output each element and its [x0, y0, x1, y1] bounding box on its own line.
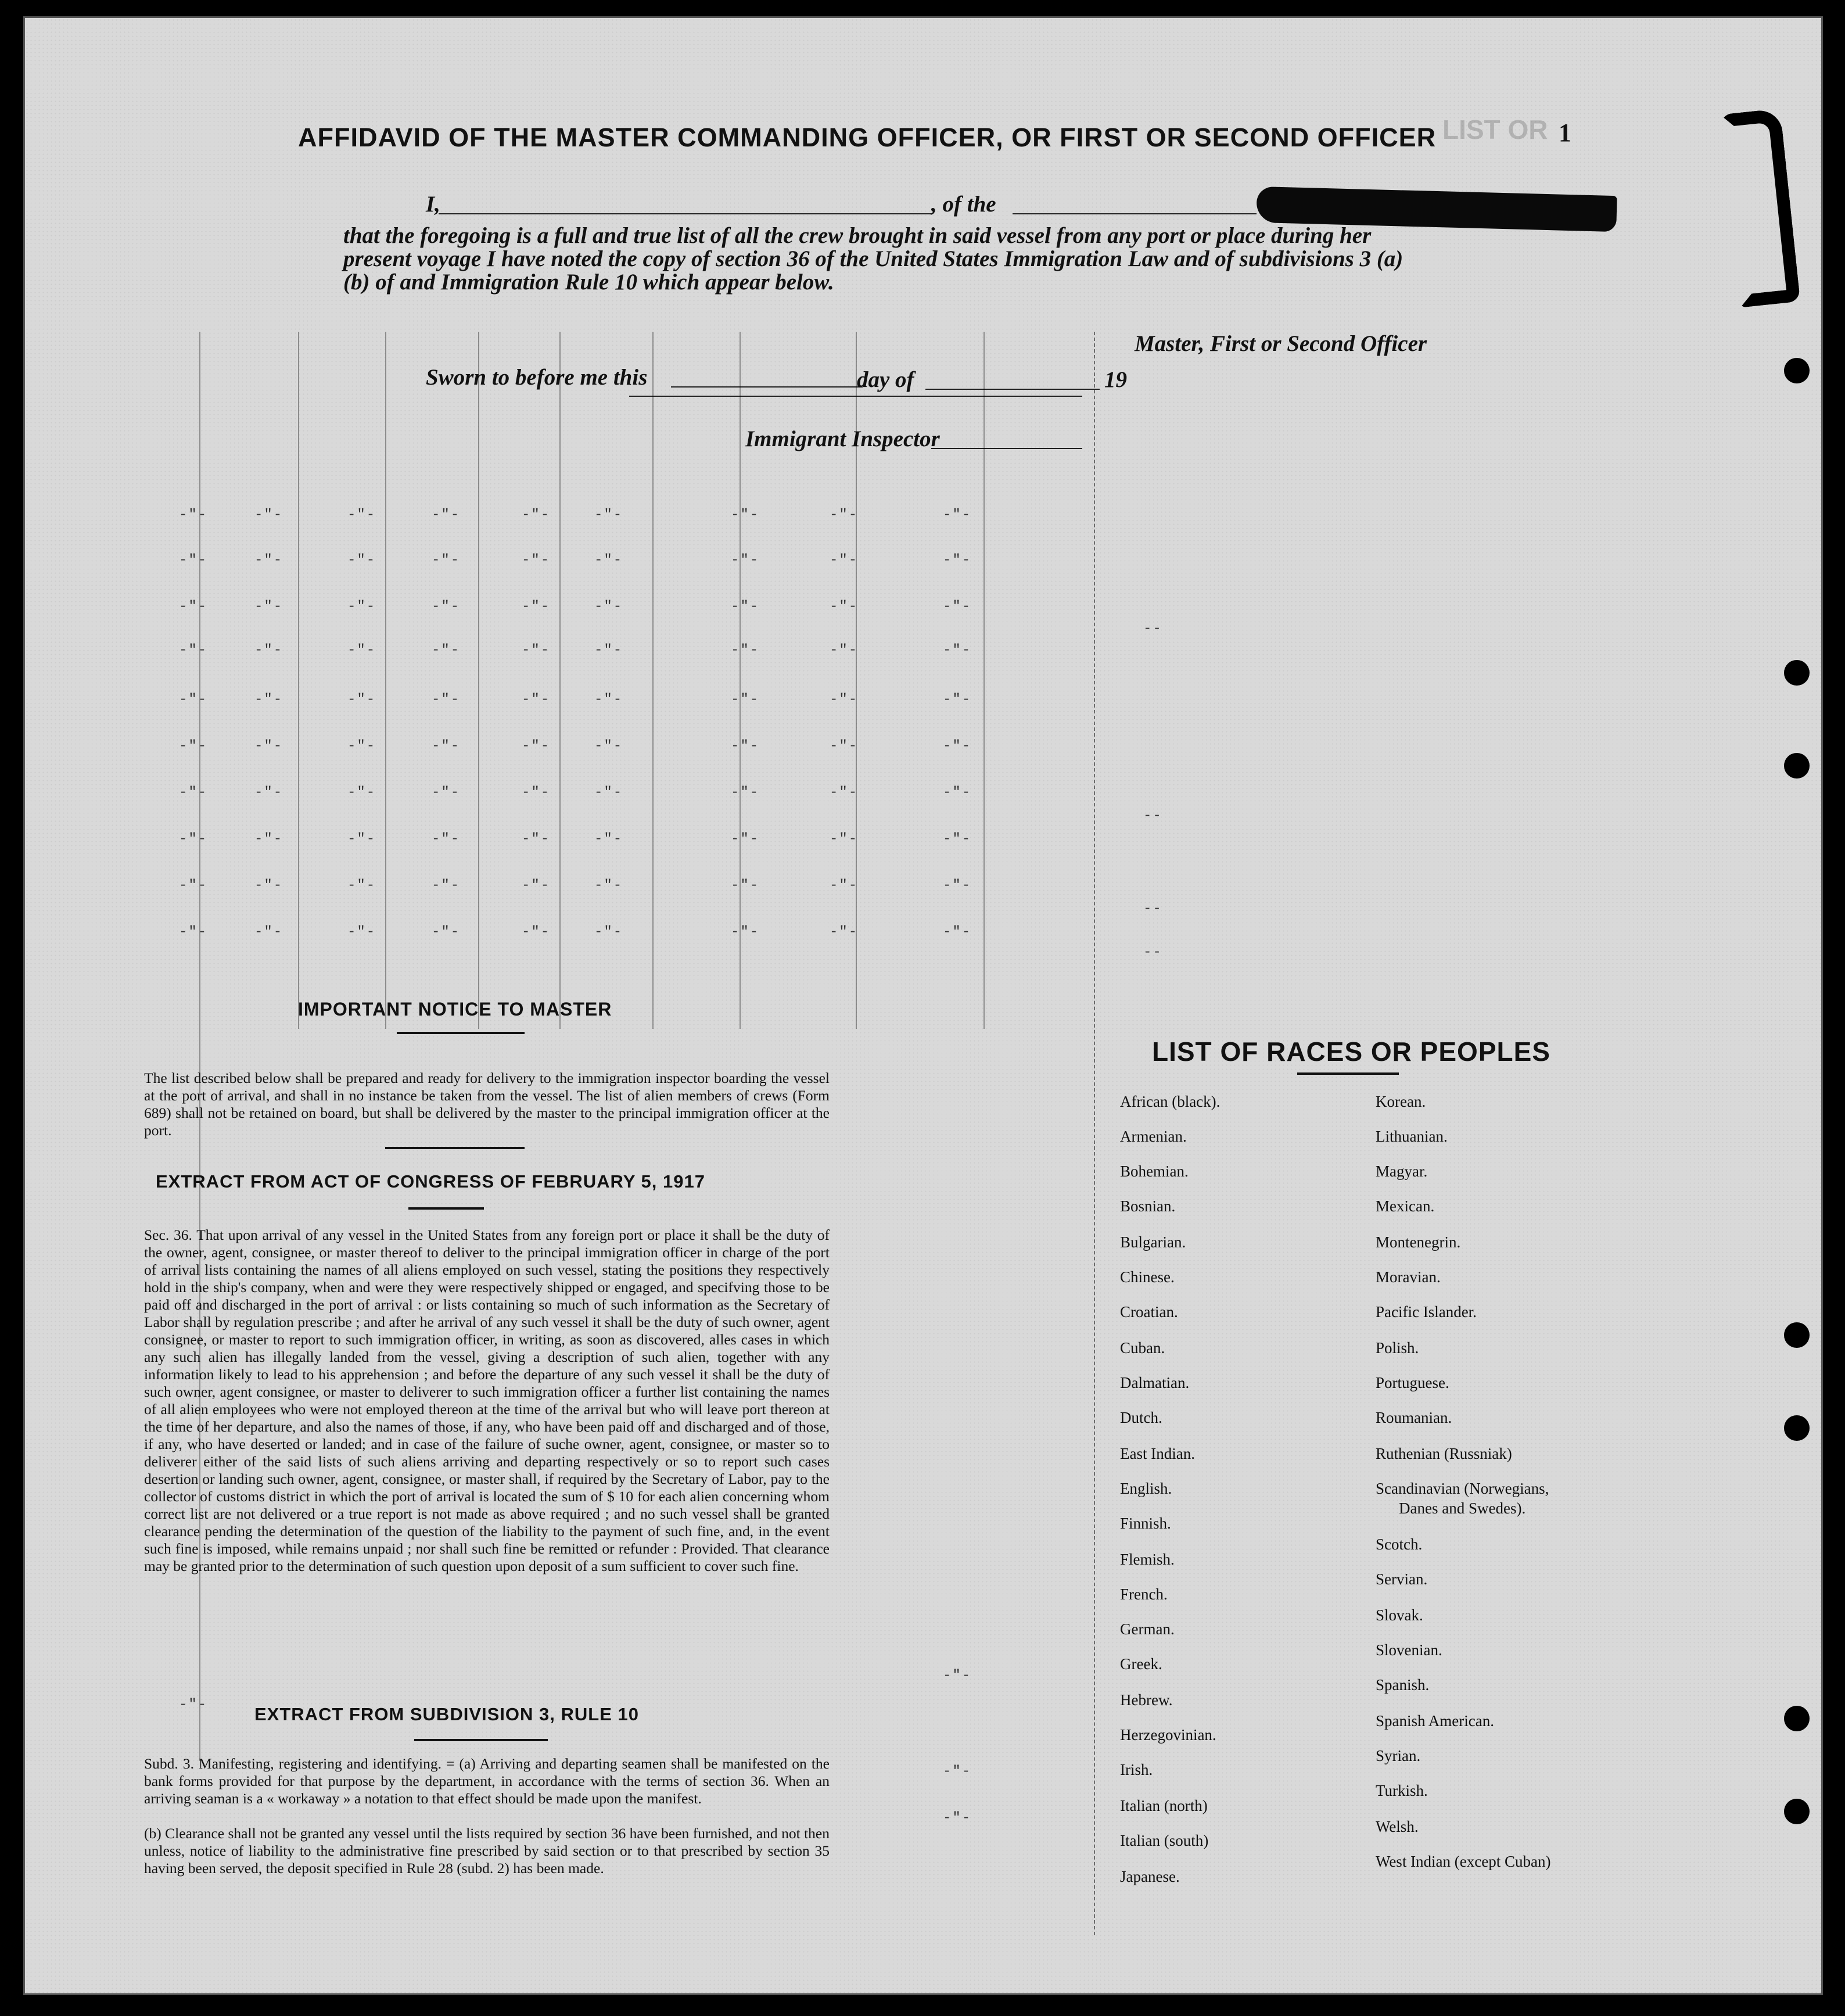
ditto-mark: -"- — [943, 553, 972, 568]
ditto-mark: -"- — [594, 692, 623, 708]
column-line — [559, 332, 561, 1029]
page-number: 1 — [1559, 119, 1571, 147]
ditto-mark: -"- — [731, 599, 760, 615]
race-item: English. — [1120, 1480, 1172, 1497]
ditto-mark: -"- — [522, 924, 551, 940]
ditto-mark: -"- — [830, 878, 859, 894]
ditto-mark: -"- — [432, 643, 461, 658]
ditto-mark: -"- — [594, 643, 623, 658]
ditto-mark: -"- — [254, 924, 283, 940]
ditto-mark: -"- — [830, 507, 859, 523]
ditto-mark: -"- — [594, 924, 623, 940]
ditto-mark: -"- — [254, 599, 283, 615]
ditto-mark: -"- — [522, 692, 551, 708]
ditto-mark: -"- — [731, 643, 760, 658]
column-line — [652, 332, 654, 1029]
ditto-mark: -"- — [347, 553, 376, 568]
dash-mark: -- — [1143, 901, 1162, 917]
ditto-mark: -"- — [731, 831, 760, 847]
race-item: Bosnian. — [1120, 1197, 1176, 1215]
race-item: West Indian (except Cuban) — [1376, 1853, 1551, 1870]
race-item: Slovak. — [1376, 1606, 1423, 1624]
ditto-mark: -"- — [731, 738, 760, 754]
ditto-mark: -"- — [432, 599, 461, 615]
dash-mark: -- — [1143, 945, 1162, 960]
ditto-mark: -"- — [830, 553, 859, 568]
vessel-blank — [1013, 213, 1257, 214]
affidavit-line-1: that the foregoing is a full and true list of all the crew brought in said vessel from any port or place during her — [343, 223, 1372, 248]
race-item: Finnish. — [1120, 1515, 1171, 1532]
rule-heading: EXTRACT FROM SUBDIVISION 3, RULE 10 — [254, 1704, 639, 1724]
affidavit-title: AFFIDAVID OF THE MASTER COMMANDING OFFICER, OR FIRST OR SECOND OFFICER — [298, 123, 1437, 152]
ditto-mark: -"- — [522, 831, 551, 847]
ditto-mark: -"- — [943, 507, 972, 523]
ditto-mark: -"- — [522, 878, 551, 894]
rule-rule — [414, 1739, 548, 1741]
ditto-mark: -"- — [594, 599, 623, 615]
ditto-mark: -"- — [254, 738, 283, 754]
race-item: Mexican. — [1376, 1197, 1435, 1215]
races-rule — [1297, 1072, 1399, 1075]
day-of-label: day of — [857, 367, 914, 392]
ditto-mark: -"- — [731, 692, 760, 708]
ditto-mark: -"- — [522, 507, 551, 523]
notice-rule — [397, 1032, 525, 1034]
ditto-mark: -"- — [179, 692, 208, 708]
race-item: Armenian. — [1120, 1128, 1187, 1145]
affidavit-i-label: I, — [426, 192, 440, 217]
ditto-mark: -"- — [522, 643, 551, 658]
race-item: Servian. — [1376, 1570, 1428, 1588]
ditto-mark: -"- — [432, 507, 461, 523]
race-item: Spanish American. — [1376, 1712, 1494, 1730]
ditto-mark: -"- — [254, 692, 283, 708]
ditto-mark: -"- — [731, 507, 760, 523]
race-item: Cuban. — [1120, 1339, 1165, 1357]
ditto-mark: -"- — [179, 831, 208, 847]
ditto-mark: -"- — [347, 507, 376, 523]
ditto-mark: -"- — [943, 1764, 972, 1780]
race-item: Korean. — [1376, 1093, 1426, 1110]
ditto-mark: -"- — [179, 738, 208, 754]
ditto-mark: -"- — [432, 692, 461, 708]
race-item: Portuguese. — [1376, 1374, 1449, 1391]
race-item: Scandinavian (Norwegians, — [1376, 1480, 1549, 1497]
race-item: Japanese. — [1120, 1868, 1180, 1885]
race-item: Bulgarian. — [1120, 1233, 1186, 1251]
master-signature-label: Master, First or Second Officer — [1135, 331, 1427, 356]
binder-hole — [1784, 1322, 1810, 1348]
column-line — [1094, 332, 1095, 1935]
ditto-mark: -"- — [432, 924, 461, 940]
act-rule — [408, 1207, 484, 1210]
affidavit-of-the: , of the — [931, 192, 996, 217]
race-item: Magyar. — [1376, 1163, 1428, 1180]
ditto-mark: -"- — [432, 831, 461, 847]
year-label: 19 — [1104, 367, 1127, 392]
affidavit-line-3: (b) of and Immigration Rule 10 which appear below. — [343, 270, 834, 295]
ditto-mark: -"- — [943, 1810, 972, 1826]
ditto-mark: -"- — [179, 785, 208, 801]
ditto-mark: -"- — [254, 831, 283, 847]
ditto-mark: -"- — [594, 507, 623, 523]
ditto-mark: -"- — [830, 738, 859, 754]
column-line — [298, 332, 299, 1029]
ditto-mark: -"- — [594, 831, 623, 847]
race-item: Spanish. — [1376, 1676, 1430, 1694]
ditto-mark: -"- — [347, 599, 376, 615]
race-item: Turkish. — [1376, 1782, 1428, 1799]
race-item: Pacific Islander. — [1376, 1303, 1477, 1321]
notice-heading: IMPORTANT NOTICE TO MASTER — [298, 999, 612, 1020]
ditto-mark: -"- — [254, 643, 283, 658]
inspector-label: Immigrant Inspector — [745, 426, 940, 451]
ditto-mark: -"- — [254, 507, 283, 523]
sworn-label: Sworn to before me this — [426, 365, 648, 390]
ditto-mark: -"- — [432, 785, 461, 801]
ditto-mark: -"- — [347, 878, 376, 894]
ditto-mark: -"- — [432, 878, 461, 894]
notice-text: The list described below shall be prepared and ready for delivery to the immigration inspector boarding the vessel at the port of arrival, and shall in no instance be taken from the vessel. The list of alien members of crews (Form 689) shall not be retained on board, but shall be delivered by the master to the principal immigration officer at the port. — [144, 1070, 830, 1139]
ditto-mark: -"- — [179, 924, 208, 940]
race-item: German. — [1120, 1620, 1175, 1638]
race-item: Slovenian. — [1376, 1641, 1442, 1659]
month-blank — [925, 389, 1100, 390]
ditto-mark: -"- — [943, 878, 972, 894]
dash-mark: -- — [1143, 808, 1162, 824]
column-line — [385, 332, 386, 1029]
race-item: French. — [1120, 1585, 1168, 1603]
ditto-mark: -"- — [943, 692, 972, 708]
notice-end-rule — [385, 1147, 525, 1149]
ditto-mark: -"- — [347, 643, 376, 658]
race-item: Italian (south) — [1120, 1832, 1209, 1849]
inspector-blank — [931, 448, 1082, 449]
ditto-mark: -"- — [179, 643, 208, 658]
ditto-mark: -"- — [830, 643, 859, 658]
ditto-mark: -"- — [731, 553, 760, 568]
race-item: Lithuanian. — [1376, 1128, 1448, 1145]
race-item: Roumanian. — [1376, 1409, 1452, 1426]
ditto-mark: -"- — [943, 643, 972, 658]
ditto-mark: -"- — [731, 878, 760, 894]
ditto-mark: -"- — [594, 738, 623, 754]
binder-hole — [1784, 1706, 1810, 1731]
ditto-mark: -"- — [347, 831, 376, 847]
race-item: Italian (north) — [1120, 1797, 1208, 1814]
race-item: Danes and Swedes). — [1399, 1500, 1526, 1517]
race-item: Chinese. — [1120, 1268, 1175, 1286]
ditto-mark: -"- — [594, 553, 623, 568]
ditto-mark: -"- — [432, 738, 461, 754]
ditto-mark: -"- — [830, 831, 859, 847]
race-item: African (black). — [1120, 1093, 1221, 1110]
act-heading: EXTRACT FROM ACT OF CONGRESS OF FEBRUARY 5, 1917 — [156, 1171, 705, 1192]
ditto-mark: -"- — [179, 553, 208, 568]
binder-hole — [1784, 660, 1810, 686]
dash-mark: -- — [1143, 621, 1162, 637]
ditto-mark: -"- — [830, 924, 859, 940]
binder-hole — [1784, 753, 1810, 779]
column-line — [478, 332, 479, 1029]
ditto-mark: -"- — [943, 599, 972, 615]
ditto-mark: -"- — [943, 738, 972, 754]
race-item: Bohemian. — [1120, 1163, 1189, 1180]
column-line — [983, 332, 985, 1029]
ditto-mark: -"- — [522, 553, 551, 568]
ditto-mark: -"- — [254, 785, 283, 801]
race-item: Greek. — [1120, 1655, 1162, 1673]
race-item: Flemish. — [1120, 1551, 1175, 1568]
races-heading: LIST OF RACES OR PEOPLES — [1152, 1036, 1550, 1067]
race-item: Ruthenian (Russniak) — [1376, 1445, 1512, 1462]
ditto-mark: -"- — [943, 785, 972, 801]
ditto-mark: -"- — [254, 553, 283, 568]
ditto-mark: -"- — [347, 785, 376, 801]
race-item: Scotch. — [1376, 1536, 1423, 1553]
ditto-mark: -"- — [347, 692, 376, 708]
affidavit-line-2: present voyage I have noted the copy of section 36 of the United States Immigration Law and of subdivisions 3 (a) — [343, 246, 1404, 271]
rule-text-a: Subd. 3. Manifesting, registering and identifying. = (a) Arriving and departing seamen shall be manifested on the bank forms provided for that purpose by the department, in accordance with the terms of section 36. When an arriving seaman is a « workaway » a notation to that effect should be made upon the manifest. — [144, 1755, 830, 1807]
binder-hole — [1784, 358, 1810, 383]
sworn-day-blank — [671, 386, 863, 388]
ditto-mark: -"- — [830, 692, 859, 708]
race-item: Welsh. — [1376, 1818, 1419, 1835]
ditto-mark: -"- — [731, 924, 760, 940]
ditto-mark: -"- — [943, 831, 972, 847]
ditto-mark: -"- — [179, 599, 208, 615]
ditto-mark: -"- — [943, 924, 972, 940]
ditto-mark: -"- — [522, 599, 551, 615]
ditto-mark: -"- — [594, 785, 623, 801]
ditto-mark: -"- — [432, 553, 461, 568]
ditto-mark: -"- — [830, 785, 859, 801]
race-item: Irish. — [1120, 1761, 1153, 1778]
document-page — [23, 16, 1823, 1995]
race-item: Syrian. — [1376, 1747, 1421, 1764]
ditto-mark: -"- — [347, 738, 376, 754]
race-item: Croatian. — [1120, 1303, 1178, 1321]
ditto-mark: -"- — [522, 785, 551, 801]
ditto-mark: -"- — [179, 507, 208, 523]
ditto-mark: -"- — [594, 878, 623, 894]
ditto-mark: -"- — [522, 738, 551, 754]
binder-hole — [1784, 1415, 1810, 1441]
binder-clip — [1720, 108, 1800, 307]
race-item: Herzegovinian. — [1120, 1726, 1216, 1744]
race-item: East Indian. — [1120, 1445, 1195, 1462]
ditto-mark: -"- — [254, 878, 283, 894]
rule-text-b: (b) Clearance shall not be granted any vessel until the lists required by section 36 have been furnished, and not then unless, notice of liability to the administrative fine prescribed by said section or to that prescribed by section 35 having been served, the deposit specified in Rule 28 (subd. 2) has been made. — [144, 1825, 830, 1877]
ditto-mark: -"- — [830, 599, 859, 615]
bleed-through-text: LIST OR — [1442, 114, 1548, 145]
name-blank — [439, 213, 932, 214]
race-item: Montenegrin. — [1376, 1233, 1461, 1251]
race-item: Dutch. — [1120, 1409, 1162, 1426]
ditto-mark: -"- — [347, 924, 376, 940]
race-item: Dalmatian. — [1120, 1374, 1190, 1391]
ditto-mark: -"- — [943, 1668, 972, 1684]
binder-hole — [1784, 1799, 1810, 1824]
race-item: Moravian. — [1376, 1268, 1441, 1286]
ditto-mark: -"- — [179, 1697, 208, 1713]
race-item: Polish. — [1376, 1339, 1419, 1357]
act-text: Sec. 36. That upon arrival of any vessel in the United States from any foreign port or place it shall be the duty of the owner, agent, consignee, or master thereof to deliver to the principal immigration officer in charge of the port of arrival lists containing the names of all aliens employed on such vessel, stating the positions they respectively hold in the ship's company, when and were they were respectively shipped or engaged, and specifving those to be paid off and discharged in the port of arrival : or lists containing so much of such information as the Secretary of Labor shall by regulation prescribe ; and after he arrival of any such vessel it shall be the duty of such owner, agent consignee, or master to report to such immigration officer, in writing, as soon as discovered, alles cases in which any such alien has illegally landed from the vessel, giving a description of such alien, together with any information likely to lead to his apprehension ; and before the departure of any such vessel it shall be the duty of such owner, agent consignee, or master to deliverer to such immigration officer a further list containing the names of all alien employees who were not employed thereon at the time of the arrival but who will leave port thereon at the time of her departure, and also the names of those, if any, who have been paid off and discharged and of those, if any, who have deserted or landed; and in case of the failure of suche owner, agent, consignee, or master so to deliverer either of the said lists of such aliens arriving and departing respectively or so to report such cases desertion or landing such owner, agent, consignee, or master shall, if required by the Secretary of Labor, pay to the collector of customs district in which the port of arrival is located the sum of $ 10 for each alien concerning whom correct list are not delivered or a true report is not made as above required ; and no such vessel shall be granted clearance pending the determination of the question of the liability to the payment of such fine, and, in the event such fine is imposed, while remains unpaid ; nor shall such fine be remitted or refunder : Provided. That clearance may be granted prior to the determination of such question upon deposit of a sum sufficient to cover such fine. — [144, 1226, 830, 1574]
ditto-mark: -"- — [731, 785, 760, 801]
race-item: Hebrew. — [1120, 1691, 1173, 1709]
ditto-mark: -"- — [179, 878, 208, 894]
